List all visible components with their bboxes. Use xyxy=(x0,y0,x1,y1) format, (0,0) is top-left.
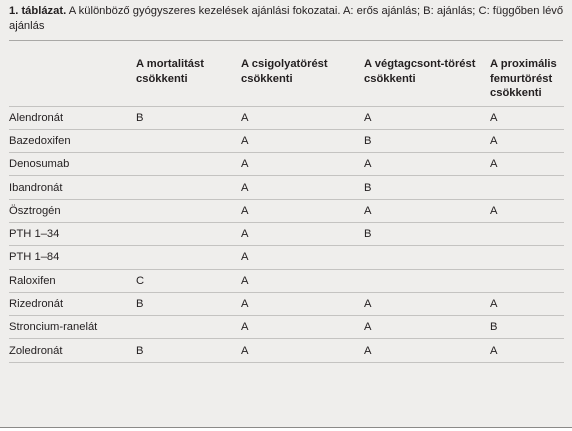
cell-vertebral-grade: A xyxy=(239,176,362,199)
cell-vertebral-grade: A xyxy=(239,153,362,176)
cell-limb-grade: A xyxy=(362,316,488,339)
header-femur-fracture: A proximális femurtörést csökkenti xyxy=(490,58,557,99)
cell-limb-grade: A xyxy=(362,153,488,176)
cell-mortality-grade xyxy=(134,316,239,339)
cell-femur-grade: A xyxy=(488,153,564,176)
table-row xyxy=(9,269,564,292)
header-limb-fracture: A végtagcsont-törést csökkenti xyxy=(364,58,476,85)
cell-limb-grade: A xyxy=(362,106,488,129)
cell-femur-grade xyxy=(488,269,564,292)
cell-femur-grade: A xyxy=(488,106,564,129)
cell-limb-grade xyxy=(362,246,488,269)
caption-text: A különböző gyógyszeres kezelések ajánlási fokozatai. A: erős ajánlás; B: ajánlás; C: függőben lévő ajánlás xyxy=(9,5,564,32)
cell-vertebral-grade: A xyxy=(239,129,362,152)
table-row xyxy=(9,199,564,222)
table-row xyxy=(9,106,564,129)
cell-vertebral-grade: A xyxy=(239,199,362,222)
table-row xyxy=(9,129,564,152)
cell-mortality-grade: B xyxy=(134,106,239,129)
cell-drug-name: Ösztrogén xyxy=(9,199,134,222)
cell-femur-grade: A xyxy=(488,199,564,222)
cell-mortality-grade xyxy=(134,222,239,245)
cell-vertebral-grade: A xyxy=(239,292,362,315)
cell-femur-grade: B xyxy=(488,316,564,339)
table-row xyxy=(9,222,564,245)
caption-divider xyxy=(9,40,563,41)
cell-vertebral-grade: A xyxy=(239,316,362,339)
cell-drug-name: Denosumab xyxy=(9,153,134,176)
cell-vertebral-grade: A xyxy=(239,246,362,269)
cell-mortality-grade: B xyxy=(134,339,239,362)
cell-mortality-grade xyxy=(134,153,239,176)
cell-drug-name: PTH 1–84 xyxy=(9,246,134,269)
cell-mortality-grade xyxy=(134,129,239,152)
cell-drug-name: Zoledronát xyxy=(9,339,134,362)
cell-drug-name: Alendronát xyxy=(9,106,134,129)
cell-vertebral-grade: A xyxy=(239,106,362,129)
cell-limb-grade: A xyxy=(362,199,488,222)
cell-limb-grade xyxy=(362,269,488,292)
cell-femur-grade xyxy=(488,246,564,269)
table-body xyxy=(9,106,564,362)
cell-mortality-grade xyxy=(134,199,239,222)
cell-femur-grade: A xyxy=(488,129,564,152)
cell-drug-name: Bazedoxifen xyxy=(9,129,134,152)
cell-mortality-grade: B xyxy=(134,292,239,315)
cell-vertebral-grade: A xyxy=(239,222,362,245)
cell-femur-grade: A xyxy=(488,292,564,315)
cell-limb-grade: B xyxy=(362,222,488,245)
cell-limb-grade: A xyxy=(362,339,488,362)
cell-drug-name: Stroncium-ranelát xyxy=(9,316,134,339)
table-caption xyxy=(9,4,564,33)
table-row xyxy=(9,176,564,199)
header-vertebral-fracture: A csigolyatörést csökkenti xyxy=(241,58,328,85)
cell-femur-grade xyxy=(488,222,564,245)
cell-limb-grade: B xyxy=(362,129,488,152)
cell-femur-grade: A xyxy=(488,339,564,362)
table-row xyxy=(9,246,564,269)
cell-drug-name: PTH 1–34 xyxy=(9,222,134,245)
cell-limb-grade: A xyxy=(362,292,488,315)
cell-vertebral-grade: A xyxy=(239,269,362,292)
recommendation-table xyxy=(9,51,564,363)
cell-drug-name: Raloxifen xyxy=(9,269,134,292)
table-row xyxy=(9,292,564,315)
table-row xyxy=(9,316,564,339)
cell-femur-grade xyxy=(488,176,564,199)
header-drug xyxy=(9,51,134,106)
cell-limb-grade: B xyxy=(362,176,488,199)
cell-drug-name: Ibandronát xyxy=(9,176,134,199)
caption-label: 1. táblázat. xyxy=(9,5,67,17)
cell-drug-name: Rizedronát xyxy=(9,292,134,315)
table-row xyxy=(9,339,564,362)
cell-mortality-grade: C xyxy=(134,269,239,292)
cell-mortality-grade xyxy=(134,176,239,199)
header-mortality: A mortalitást csökkenti xyxy=(136,58,204,85)
table-header-row xyxy=(9,51,564,106)
table-row xyxy=(9,153,564,176)
cell-mortality-grade xyxy=(134,246,239,269)
cell-vertebral-grade: A xyxy=(239,339,362,362)
